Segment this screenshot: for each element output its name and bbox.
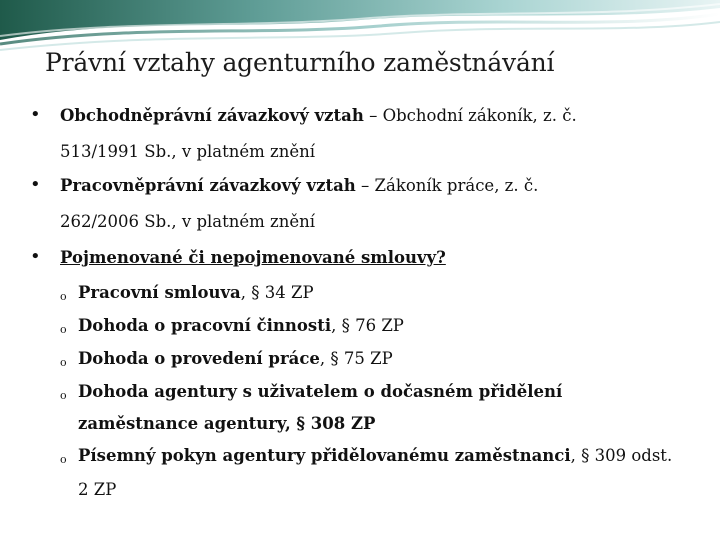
subitem-4-line-2: zaměstnance agentury, § 308 ZP — [78, 414, 376, 433]
subitem-3-bold: Dohoda o provedení práce — [78, 349, 320, 368]
subitem-5-line-2: 2 ZP — [78, 480, 117, 499]
bullet-1: • — [30, 104, 41, 125]
item-2-bold: Pracovněprávní závazkový vztah — [60, 176, 356, 195]
subitem-3-rest: , § 75 ZP — [319, 349, 393, 368]
subitem-1 — [78, 283, 314, 302]
item-1-rest: – Obchodní zákoník, z. č. — [363, 106, 577, 125]
sub-bullet-1: o — [60, 290, 67, 303]
item-2-rest: – Zákoník práce, z. č. — [355, 176, 539, 195]
sub-bullet-3: o — [60, 356, 67, 369]
item-1-bold: Obchodněprávní závazkový vztah — [60, 106, 364, 125]
slide-title: Právní vztahy agenturního zaměstnávání — [45, 48, 555, 77]
sub-bullet-4: o — [60, 389, 67, 402]
bullet-3: • — [30, 246, 41, 267]
bullet-2: • — [30, 174, 41, 195]
subitem-5-bold: Písemný pokyn agentury přidělovanému zaměstnanci — [78, 446, 571, 465]
item-1-line-1 — [60, 106, 577, 125]
item-1-line-2: 513/1991 Sb., v platném znění — [60, 142, 316, 161]
sub-bullet-5: o — [60, 453, 67, 466]
subitem-2 — [78, 316, 404, 335]
subitem-1-bold: Pracovní smlouva — [78, 283, 241, 302]
subitem-4-line-1 — [78, 382, 562, 401]
subitem-1-rest: , § 34 ZP — [240, 283, 314, 302]
item-3-line-1 — [60, 248, 446, 267]
subitem-2-rest: , § 76 ZP — [331, 316, 404, 335]
subitem-4-bold: Dohoda agentury s uživatelem o dočasném přidělení — [78, 382, 563, 401]
sub-bullet-2: o — [60, 323, 67, 336]
subitem-5-line-1 — [78, 446, 672, 465]
subitem-5-rest: , § 309 odst. — [570, 446, 673, 465]
item-2-line-2: 262/2006 Sb., v platném znění — [60, 212, 316, 231]
subitem-3 — [78, 349, 393, 368]
subitem-2-bold: Dohoda o pracovní činnosti — [78, 316, 332, 335]
item-3-bold: Pojmenované či nepojmenované smlouvy? — [60, 248, 446, 267]
item-2-line-1 — [60, 176, 538, 195]
